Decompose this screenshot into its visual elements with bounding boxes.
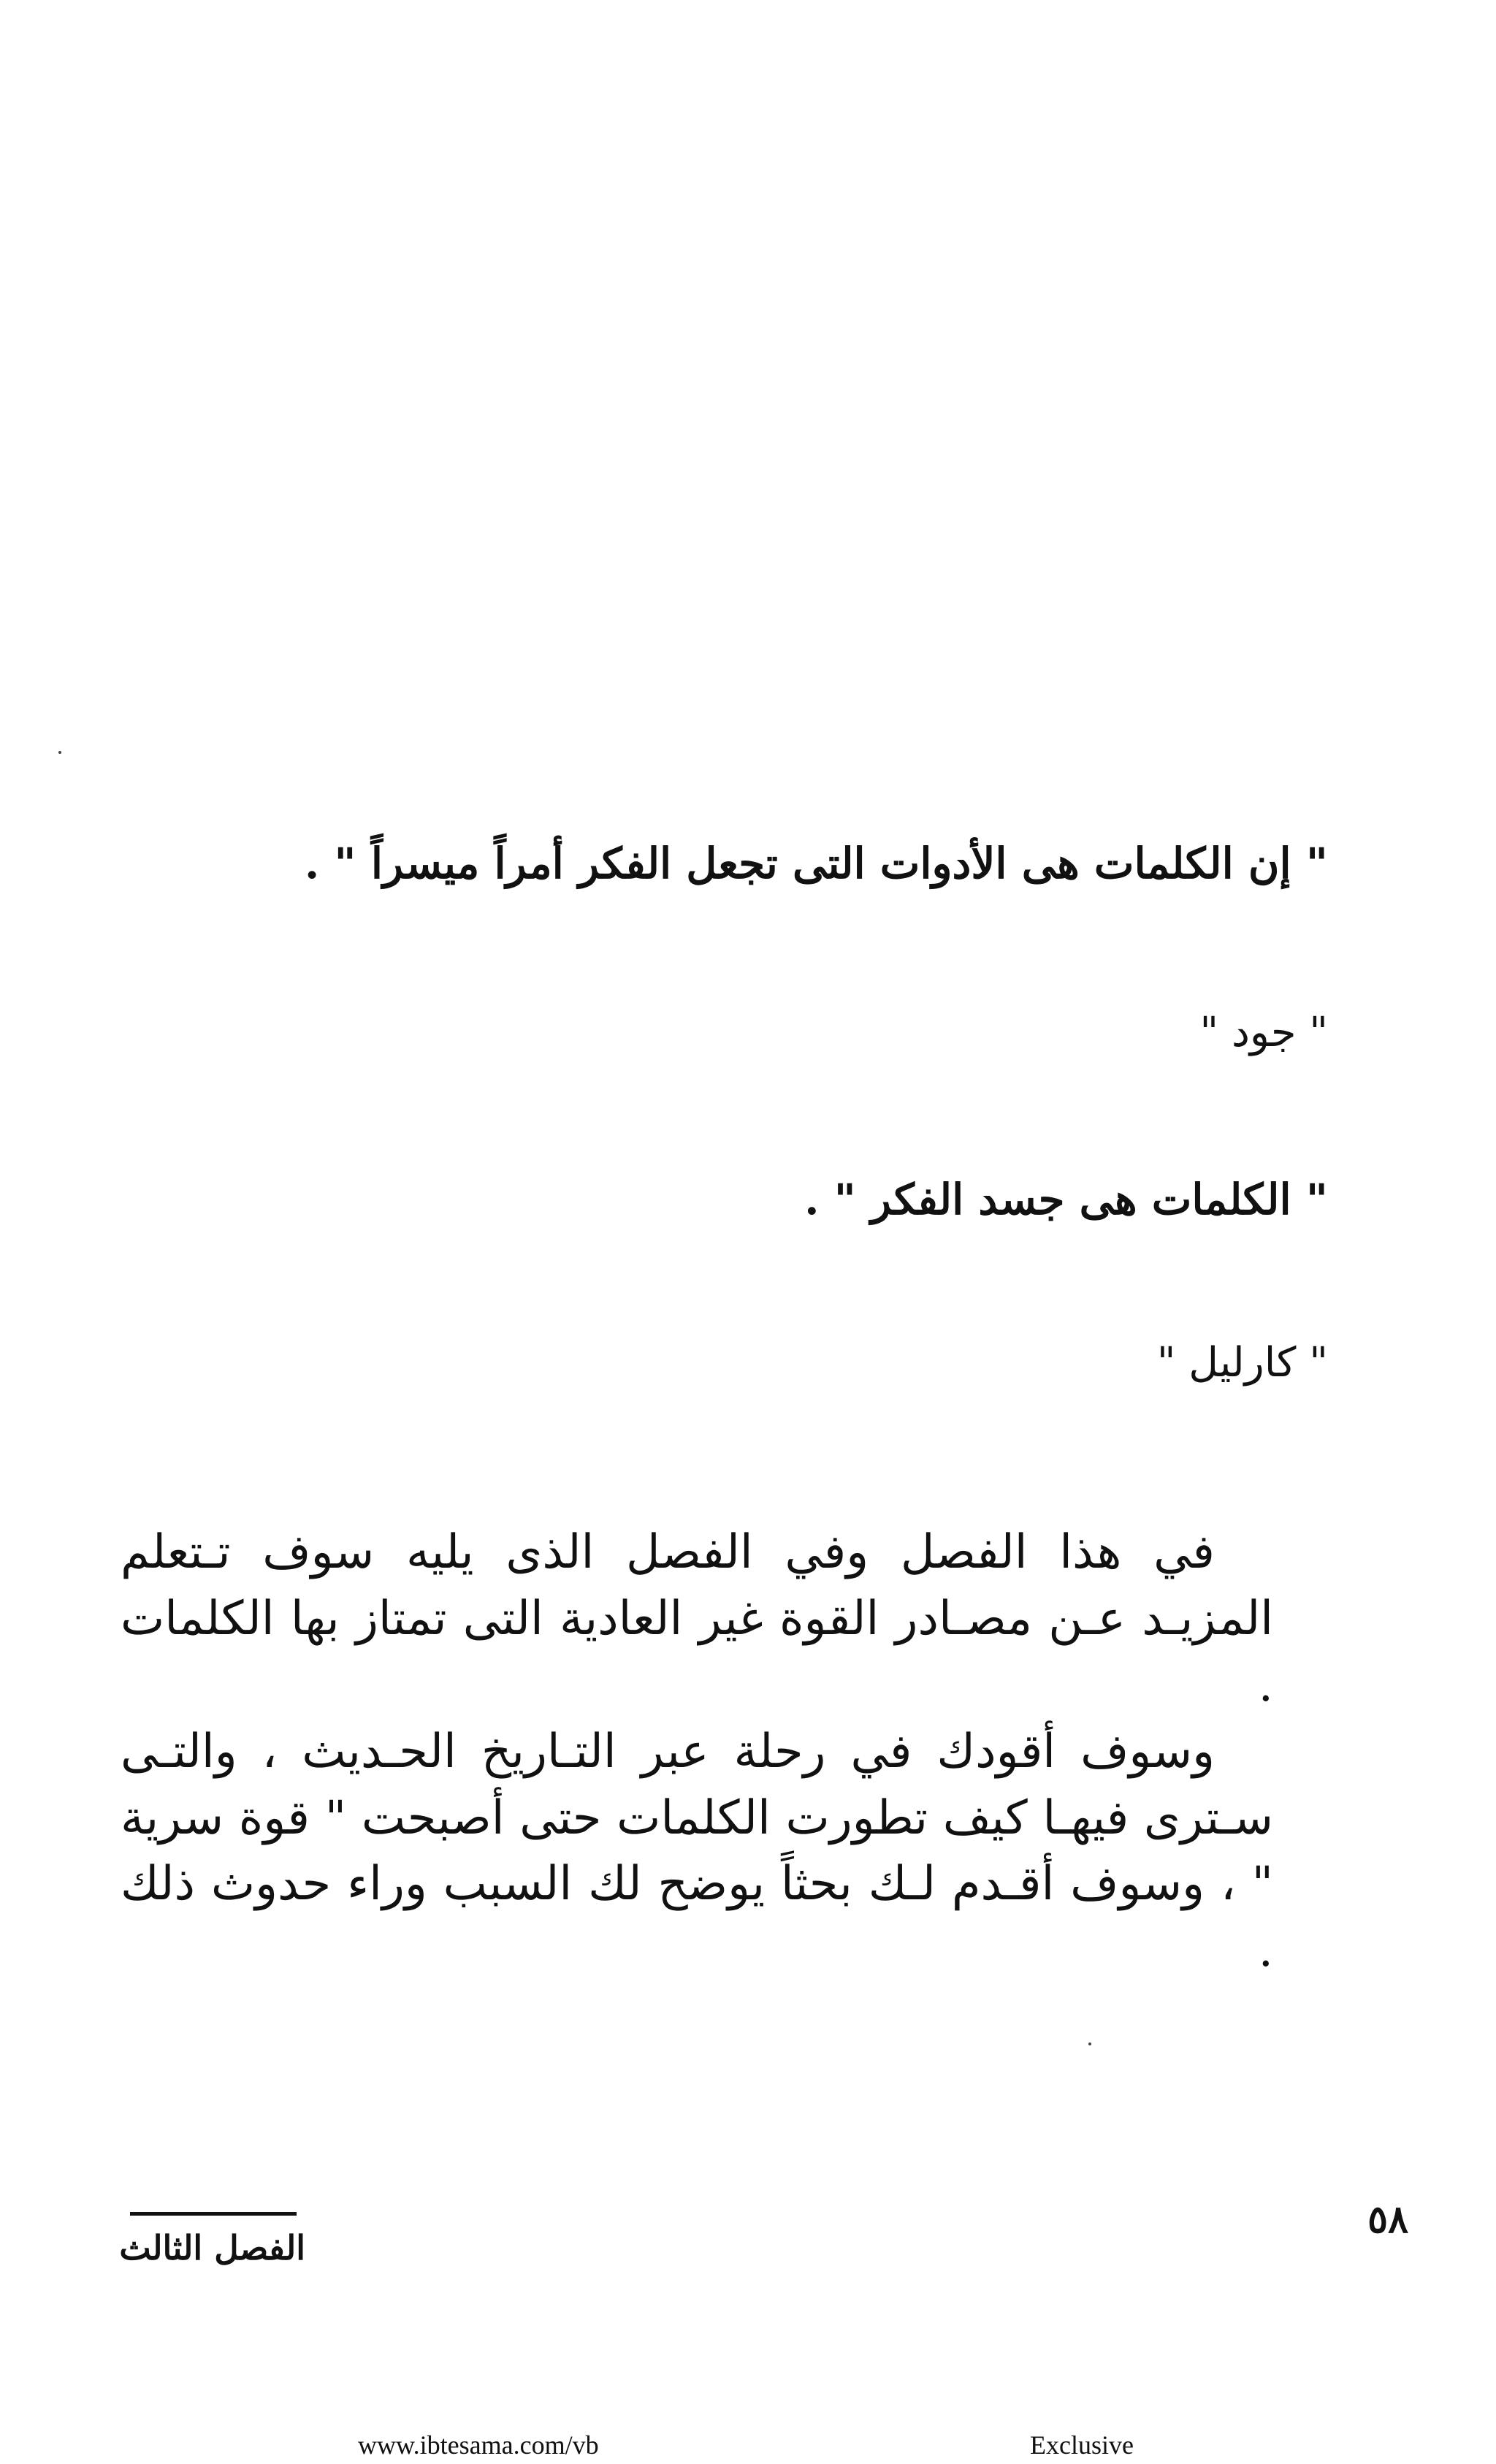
quote-2-author: " كارليل " — [1156, 1339, 1328, 1387]
scan-speck — [1088, 2042, 1091, 2045]
body-text — [121, 1519, 1273, 1984]
scan-speck — [58, 751, 61, 754]
chapter-label: الفصل الثالث — [119, 2228, 305, 2267]
footer-rule — [130, 2212, 297, 2216]
watermark-tag: Exclusive — [1030, 2430, 1134, 2460]
quote-1-text: " إن الكلمات هى الأدوات التى تجعل الفكر أمراً ميسراً " . — [305, 839, 1328, 888]
body-paragraph-2: وسوف أقودك في رحلة عبر التـاريخ الحـديث ، والتـى سـترى فيهـا كيف تطورت الكلمات حتى أصبحت " قوة سرية " ، وسوف أقـدم لـك بحثاً يوضح لك السبب وراء حدوث ذلك . — [121, 1724, 1274, 1978]
page-number: ٥٨ — [1367, 2197, 1408, 2242]
quote-2-text: " الكلمات هى جسد الفكر " . — [804, 1175, 1328, 1224]
quote-1-author: " جود " — [1199, 1009, 1328, 1056]
body-paragraph-1: في هذا الفصل وفي الفصل الذى يليه سوف تـتعلم المزيـد عـن مصـادر القوة غير العادية التى تمتاز بها الكلمات . — [121, 1525, 1273, 1712]
watermark-url: www.ibtesama.com/vb — [358, 2430, 599, 2460]
